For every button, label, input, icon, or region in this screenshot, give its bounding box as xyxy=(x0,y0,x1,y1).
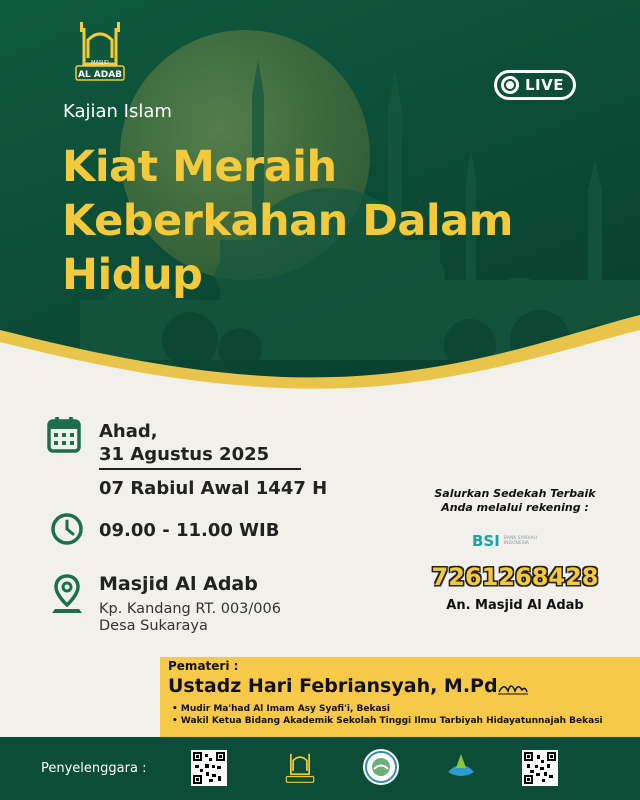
donation-label-line-2: Anda melalui rekening : xyxy=(441,501,589,514)
live-label: LIVE xyxy=(525,76,564,94)
address-line-2: Desa Sukaraya xyxy=(99,618,208,634)
bank-name: BSI xyxy=(472,532,500,550)
donation-label xyxy=(400,487,630,515)
date-divider xyxy=(99,468,301,470)
event-title xyxy=(62,140,513,302)
calligraphy-icon xyxy=(496,677,530,697)
logo-name: AL ADAB xyxy=(77,70,123,80)
title-line-3: Hidup xyxy=(62,250,203,300)
clock-icon xyxy=(50,512,84,546)
masjid-al-adab-logo xyxy=(70,18,130,88)
logo-small: MASJID xyxy=(91,60,109,66)
qr-code-icon xyxy=(191,750,227,786)
venue-name: Masjid Al Adab xyxy=(99,573,258,595)
speaker-name: Ustadz Hari Febriansyah, M.Pd xyxy=(168,675,498,697)
calendar-icon xyxy=(47,416,81,454)
event-date-gregorian: 31 Agustus 2025 xyxy=(99,444,270,465)
title-line-2: Keberkahan Dalam xyxy=(62,196,513,246)
live-icon xyxy=(501,76,519,94)
masjid-al-adab-logo xyxy=(282,748,318,788)
qr-code-icon xyxy=(522,750,558,786)
venue-address xyxy=(99,601,281,635)
event-time: 09.00 - 11.00 WIB xyxy=(99,520,280,541)
account-number: 7261268428 xyxy=(431,563,599,591)
speaker-role-2: • Wakil Ketua Bidang Akademik Sekolah Tinggi Ilmu Tarbiyah Hidayatunnajah Bekasi xyxy=(172,715,603,727)
event-day: Ahad, xyxy=(99,421,158,442)
title-line-1: Kiat Meraih xyxy=(62,142,337,192)
organization-seal-logo xyxy=(362,748,400,786)
location-pin-icon xyxy=(52,573,82,615)
account-name: An. Masjid Al Adab xyxy=(446,598,584,613)
address-line-1: Kp. Kandang RT. 003/006 xyxy=(99,601,281,617)
bank-logo xyxy=(472,532,544,550)
organizer-label: Penyelenggara : xyxy=(41,761,147,776)
speaker-roles xyxy=(172,703,603,727)
speaker-role-1: • Mudir Ma'had Al Imam Asy Syafi'i, Bekasi xyxy=(172,703,603,715)
event-category: Kajian Islam xyxy=(63,101,172,122)
speaker-label: Pemateri : xyxy=(168,659,239,673)
organization-logo xyxy=(442,748,480,786)
live-badge xyxy=(494,70,576,100)
bank-subtitle: BANK SYARIAH INDONESIA xyxy=(503,536,537,546)
donation-label-line-1: Salurkan Sedekah Terbaik xyxy=(434,487,596,500)
event-date-hijri: 07 Rabiul Awal 1447 H xyxy=(99,478,328,499)
